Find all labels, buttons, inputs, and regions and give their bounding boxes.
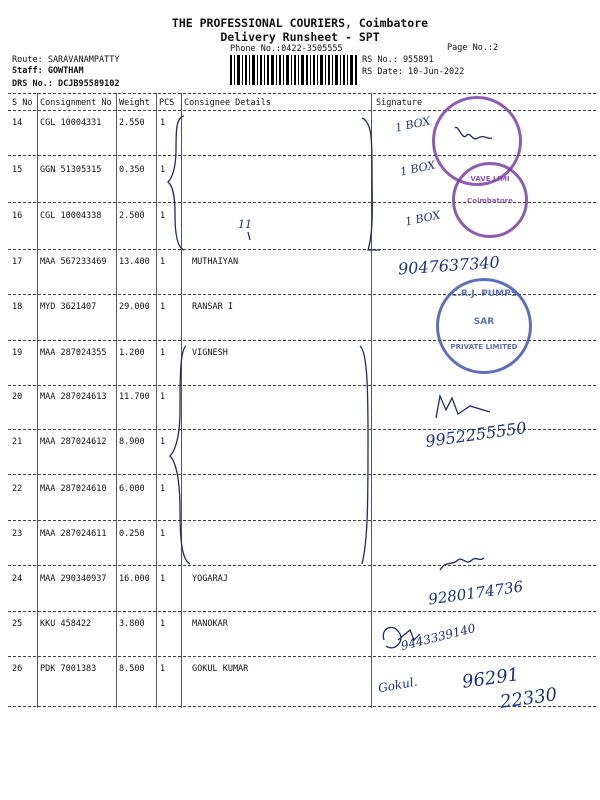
row-consignment: MAA 567233469 bbox=[40, 257, 107, 267]
row-weight: 0.350 bbox=[119, 165, 145, 175]
row-sno: 19 bbox=[12, 348, 23, 358]
row-sno: 15 bbox=[12, 165, 23, 175]
handwritten-name-row26: Gokul. bbox=[377, 674, 419, 696]
row-sno: 18 bbox=[12, 302, 23, 312]
handwritten-box-row16: 1 BOX bbox=[404, 208, 442, 229]
row-weight: 8.900 bbox=[119, 437, 145, 447]
company-name: THE PROFESSIONAL COURIERS, Coimbatore bbox=[171, 16, 429, 30]
row-pcs: 1 bbox=[160, 348, 166, 358]
staff: Staff: GOWTHAM bbox=[12, 66, 84, 76]
drs-number: DRS No.: DCJB95589102 bbox=[12, 79, 120, 89]
phone-number: Phone No.:0422-3505555 bbox=[230, 44, 343, 54]
row-consignment: MAA 287024355 bbox=[40, 348, 107, 358]
handwritten-box-row15: 1 BOX bbox=[399, 158, 437, 179]
col-header-sno: S No bbox=[12, 98, 33, 108]
row-pcs: 1 bbox=[160, 529, 166, 539]
handwritten-phone-row21: 9952255550 bbox=[424, 418, 528, 451]
row-sno: 17 bbox=[12, 257, 23, 267]
row-pcs: 1 bbox=[160, 165, 166, 175]
row-sno: 25 bbox=[12, 619, 23, 629]
company-stamp-row16 bbox=[452, 162, 528, 238]
crj-pumps-stamp bbox=[436, 278, 532, 374]
row-weight: 2.550 bbox=[119, 118, 145, 128]
row-pcs: 1 bbox=[160, 211, 166, 221]
row-consignment: GGN 51305315 bbox=[40, 165, 102, 175]
rs-number: RS No.: 955891 bbox=[362, 55, 434, 65]
route: Route: SARAVANAMPATTY bbox=[12, 55, 120, 65]
col-header-signature: Signature bbox=[376, 98, 423, 108]
row-pcs: 1 bbox=[160, 619, 166, 629]
row-pcs: 1 bbox=[160, 257, 166, 267]
row-consignee: VIGNESH bbox=[192, 348, 228, 358]
row-sno: 23 bbox=[12, 529, 23, 539]
row-pcs: 1 bbox=[160, 302, 166, 312]
row-weight: 13.400 bbox=[119, 257, 150, 267]
stamp-crj-center: SAR bbox=[473, 317, 495, 327]
row-consignee: GOKUL KUMAR bbox=[192, 664, 249, 674]
row-consignment: MAA 287024613 bbox=[40, 392, 107, 402]
row-sno: 16 bbox=[12, 211, 23, 221]
row-pcs: 1 bbox=[160, 574, 166, 584]
row-weight: 6.000 bbox=[119, 484, 145, 494]
stamp-crj-name: C.R.J. PUMPS bbox=[450, 289, 518, 299]
handwritten-phone-row24: 9280174736 bbox=[427, 577, 525, 609]
row-weight: 2.500 bbox=[119, 211, 145, 221]
row-consignee: MANOKAR bbox=[192, 619, 228, 629]
row-weight: 8.500 bbox=[119, 664, 145, 674]
row-consignee: MUTHAIYAN bbox=[192, 257, 239, 267]
row-sno: 20 bbox=[12, 392, 23, 402]
handwritten-box-row14: 1 BOX bbox=[394, 114, 432, 135]
handwritten-phone-row17: 9047637340 bbox=[397, 252, 501, 279]
rs-date: RS Date: 10-Jun-2022 bbox=[362, 67, 465, 77]
row-consignee: RANSAR I bbox=[192, 302, 233, 312]
handwritten-phone-row26-b: 22330 bbox=[498, 684, 559, 713]
page-number: Page No.:2 bbox=[447, 43, 499, 53]
row-weight: 29.000 bbox=[119, 302, 150, 312]
row-consignment: MAA 287024611 bbox=[40, 529, 107, 539]
row-sno: 24 bbox=[12, 574, 23, 584]
col-header-consignment: Consignment No bbox=[40, 98, 112, 108]
row-pcs: 1 bbox=[160, 664, 166, 674]
row-weight: 11.700 bbox=[119, 392, 150, 402]
row-sno: 21 bbox=[12, 437, 23, 447]
row-weight: 3.800 bbox=[119, 619, 145, 629]
sheet-title: Delivery Runsheet - SPT bbox=[220, 30, 380, 44]
row-weight: 0.250 bbox=[119, 529, 145, 539]
handwritten-phone-row26-a: 96291 bbox=[460, 664, 521, 693]
handwritten-ditto: 11 bbox=[238, 218, 252, 231]
stamp-top-text: VAVE LIMI bbox=[470, 175, 510, 183]
row-pcs: 1 bbox=[160, 392, 166, 402]
row-consignment: CGL 10004331 bbox=[40, 118, 102, 128]
col-header-pcs: PCS bbox=[159, 98, 175, 108]
stamp-crj-side: PRIVATE LIMITED bbox=[450, 343, 518, 351]
row-consignment: MAA 287024612 bbox=[40, 437, 107, 447]
col-header-consignee: Consignee Details bbox=[184, 98, 271, 108]
row-weight: 16.000 bbox=[119, 574, 150, 584]
row-pcs: 1 bbox=[160, 118, 166, 128]
row-consignment: KKU 458422 bbox=[40, 619, 92, 629]
row-consignment: MYD 3621407 bbox=[40, 302, 97, 312]
row-sno: 14 bbox=[12, 118, 23, 128]
handwritten-phone-row25: 9443339140 bbox=[399, 620, 477, 654]
row-pcs: 1 bbox=[160, 437, 166, 447]
row-sno: 26 bbox=[12, 664, 23, 674]
row-consignment: MAA 290340937 bbox=[40, 574, 107, 584]
row-weight: 1.200 bbox=[119, 348, 145, 358]
row-consignee: YOGARAJ bbox=[192, 574, 228, 584]
row-sno: 22 bbox=[12, 484, 23, 494]
row-consignment: MAA 287024610 bbox=[40, 484, 107, 494]
col-header-weight: Weight bbox=[119, 98, 150, 108]
row-pcs: 1 bbox=[160, 484, 166, 494]
row-consignment: CGL 10004338 bbox=[40, 211, 102, 221]
row-consignment: PDK 7001383 bbox=[40, 664, 97, 674]
stamp-mid-text: Coimbatore bbox=[467, 197, 513, 205]
